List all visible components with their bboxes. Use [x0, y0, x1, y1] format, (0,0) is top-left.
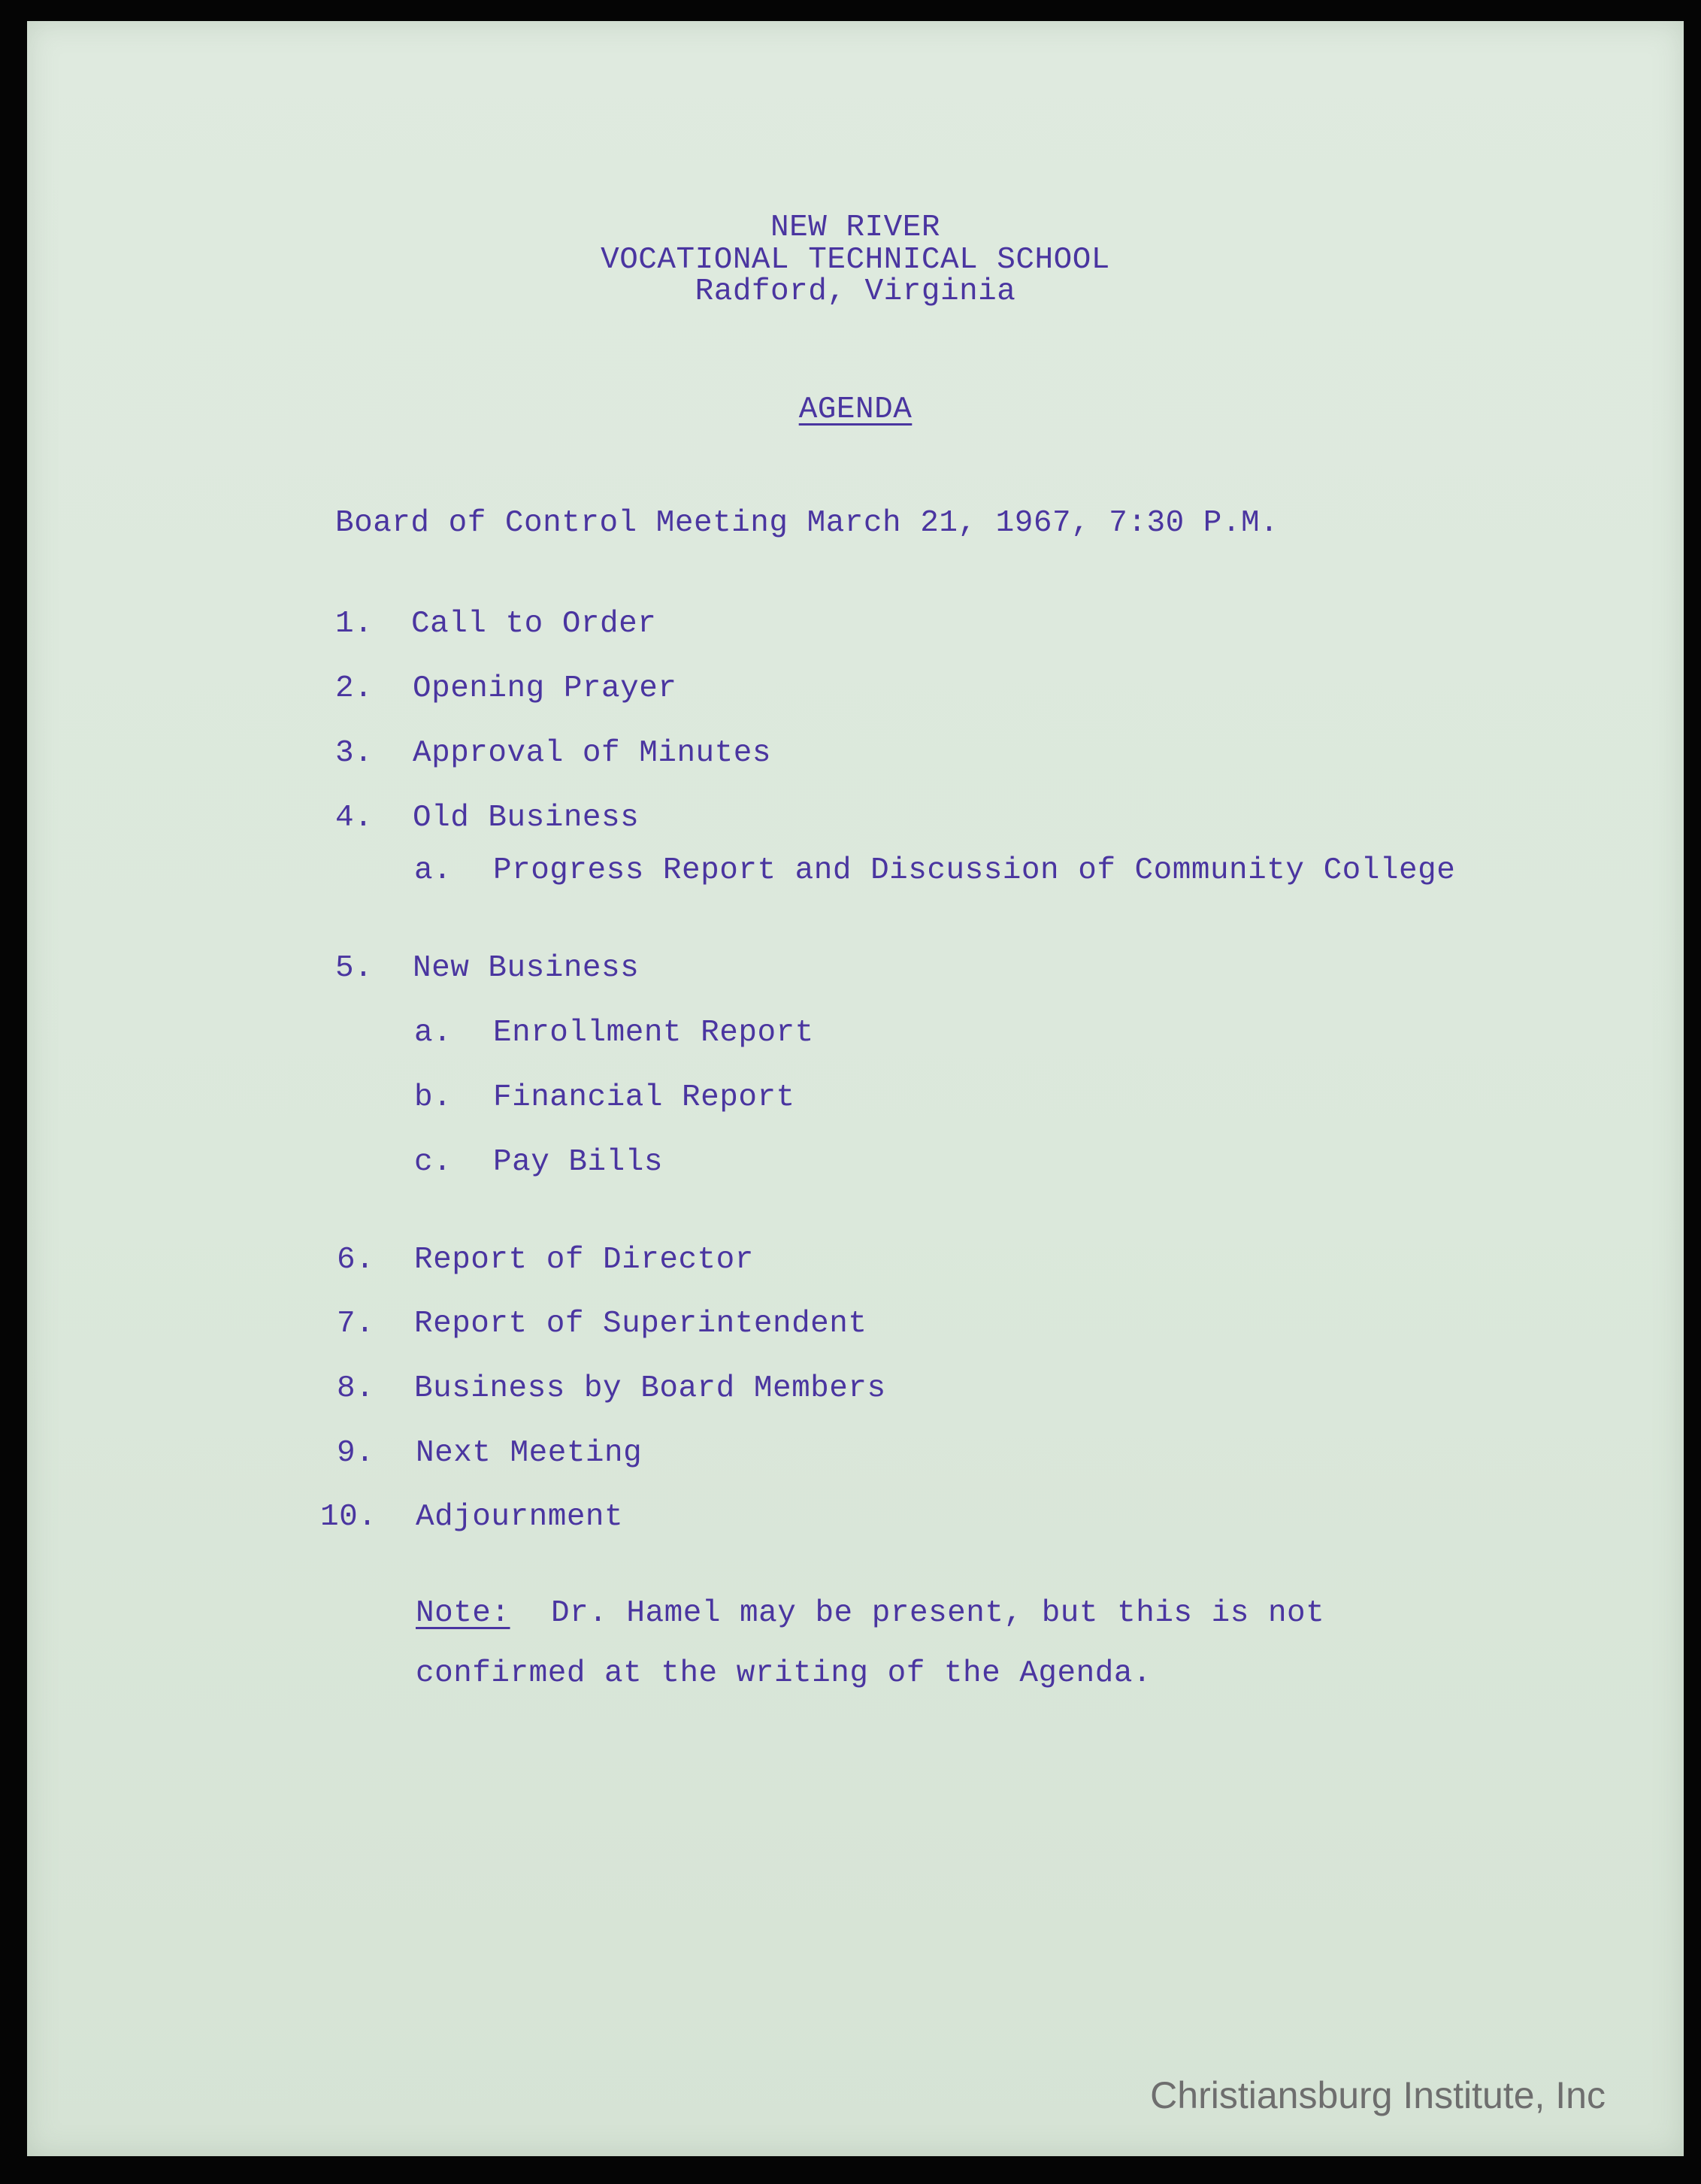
item-number: 9. [337, 1436, 375, 1471]
agenda-item: Opening Prayer [413, 671, 677, 706]
item-number: 2. [335, 671, 374, 706]
document-page [27, 21, 1684, 2156]
sub-item: Financial Report [493, 1080, 795, 1115]
item-number: 5. [335, 951, 374, 986]
sub-item-letter: a. [414, 853, 452, 888]
agenda-item: Report of Superintendent [414, 1307, 867, 1341]
note-line-2: confirmed at the writing of the Agenda. [416, 1656, 1152, 1691]
letterhead-line-1: NEW RIVER [770, 211, 940, 245]
agenda-title: AGENDA [798, 392, 913, 427]
agenda-item: Next Meeting [416, 1436, 643, 1471]
item-number: 10. [320, 1500, 377, 1534]
letterhead-line-2: VOCATIONAL TECHNICAL SCHOOL [601, 243, 1110, 277]
archive-watermark: Christiansburg Institute, Inc [1150, 2074, 1606, 2116]
letterhead-line-3: Radford, Virginia [695, 274, 1016, 309]
agenda-item: Business by Board Members [414, 1371, 886, 1406]
item-number: 1. [335, 607, 374, 641]
item-number: 3. [335, 736, 374, 771]
agenda-item: Old Business [413, 801, 640, 835]
note-line-1: Dr. Hamel may be present, but this is not [551, 1596, 1325, 1631]
agenda-item: Call to Order [411, 607, 657, 641]
meeting-line: Board of Control Meeting March 21, 1967, 7:30 P.M. [335, 506, 1279, 541]
sub-item: Enrollment Report [493, 1016, 814, 1050]
sub-item: Progress Report and Discussion of Community College [493, 853, 1456, 888]
sub-item-letter: a. [414, 1016, 452, 1050]
sub-item: Pay Bills [493, 1145, 663, 1180]
agenda-item: New Business [413, 951, 640, 986]
agenda-item: Approval of Minutes [413, 736, 771, 771]
sub-item-letter: c. [414, 1145, 452, 1180]
item-number: 4. [335, 801, 374, 835]
sub-item-letter: b. [414, 1080, 452, 1115]
agenda-item: Report of Director [414, 1243, 754, 1277]
item-number: 6. [337, 1243, 375, 1277]
item-number: 7. [337, 1307, 375, 1341]
agenda-item: Adjournment [416, 1500, 624, 1534]
item-number: 8. [337, 1371, 375, 1406]
note-label: Note: [416, 1596, 510, 1631]
